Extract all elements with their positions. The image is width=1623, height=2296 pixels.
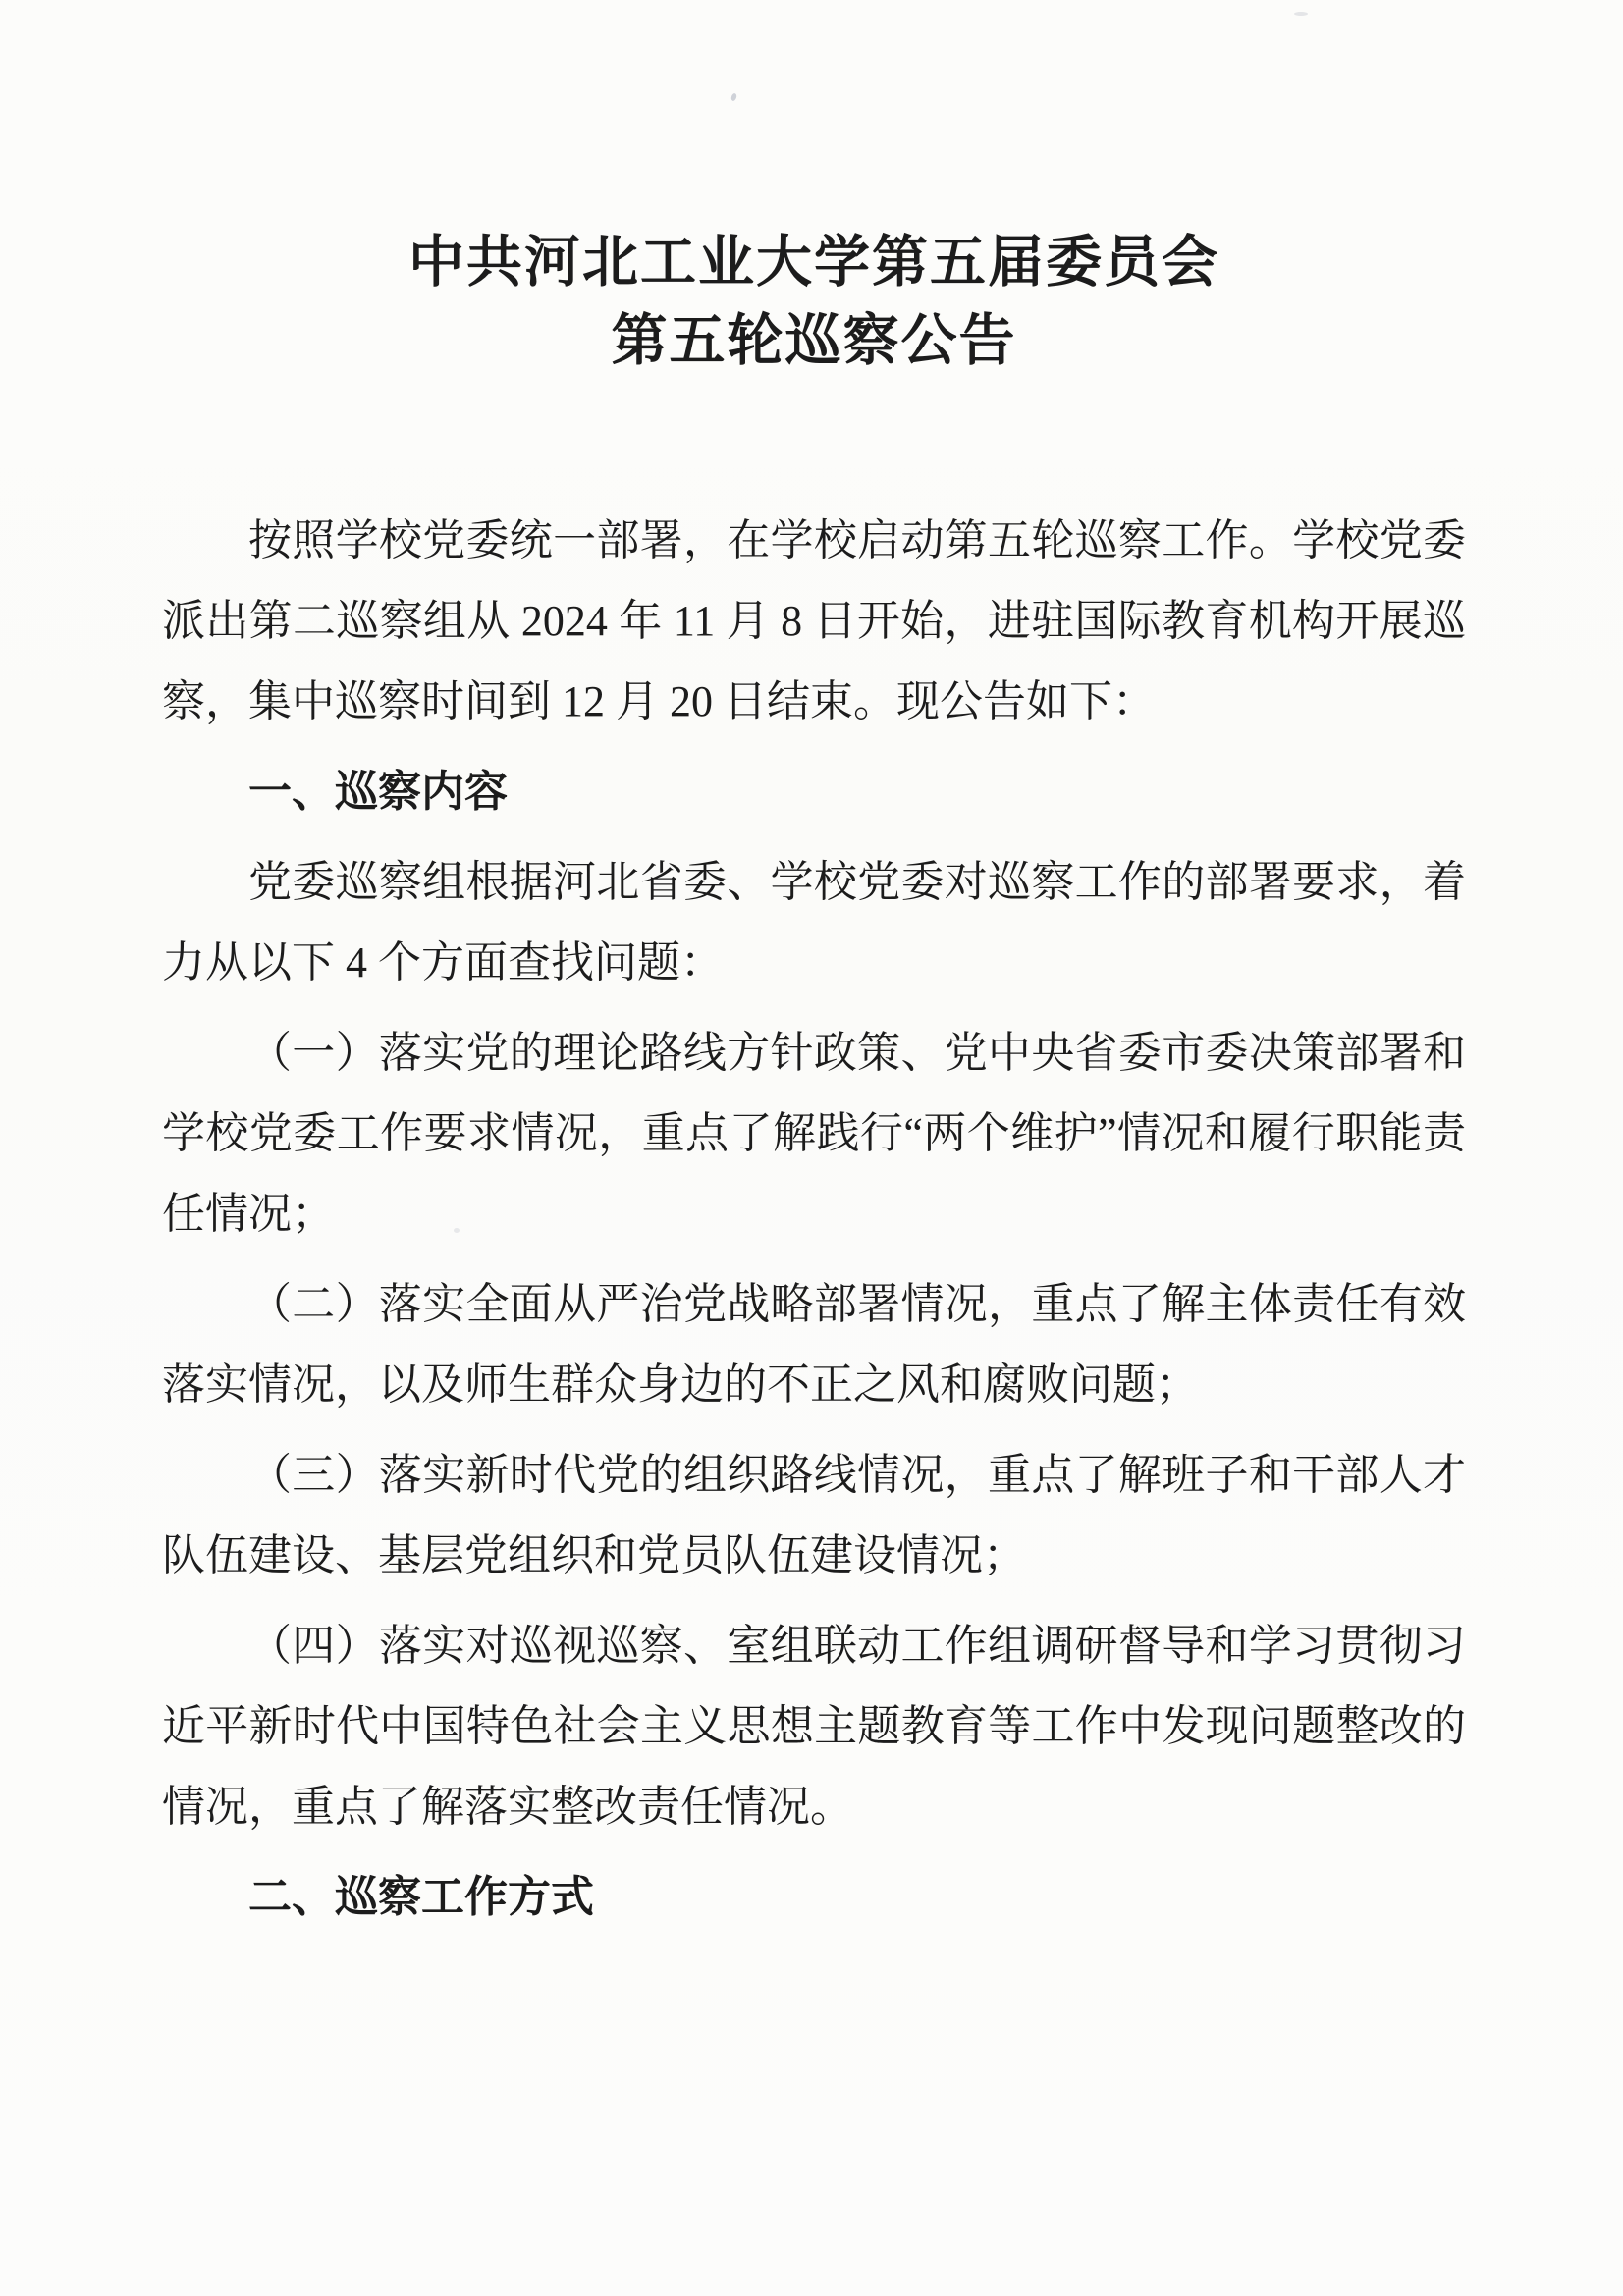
scan-artifact [454, 1228, 460, 1233]
inspection-item-3: （三）落实新时代党的组织路线情况，重点了解班子和干部人才队伍建设、基层党组织和党员队伍建设情况； [162, 1451, 1466, 1579]
section-heading-inspection-method: 二、巡察工作方式 [248, 1873, 594, 1921]
intro-paragraph: 按照学校党委统一部署，在学校启动第五轮巡察工作。学校党委派出第二巡察组从 2024 年 11 月 8 日开始，进驻国际教育机构开展巡察，集中巡察时间到 12 月 20 日结束。现公告如下： [162, 516, 1466, 725]
inspection-item-2: （二）落实全面从严治党战略部署情况，重点了解主体责任有效落实情况，以及师生群众身边的不正之风和腐败问题； [162, 1280, 1466, 1409]
inspection-item-1: （一）落实党的理论路线方针政策、党中央省委市委决策部署和学校党委工作要求情况，重点了解践行“两个维护”情况和履行职能责任情况； [162, 1029, 1466, 1238]
scan-artifact [730, 92, 737, 101]
notice-title-line-1: 中共河北工业大学第五届委员会 [408, 232, 1219, 294]
notice-title [162, 224, 1466, 381]
inspection-scope-paragraph: 党委巡察组根据河北省委、学校党委对巡察工作的部署要求，着力从以下 4 个方面查找问题： [162, 858, 1466, 987]
scan-artifact [1294, 12, 1308, 16]
notice-title-line-2: 第五轮巡察公告 [611, 310, 1017, 372]
inspection-item-4: （四）落实对巡视巡察、室组联动工作组调研督导和学习贯彻习近平新时代中国特色社会主义思想主题教育等工作中发现问题整改的情况，重点了解落实整改责任情况。 [162, 1622, 1466, 1831]
section-heading-inspection-content: 一、巡察内容 [248, 768, 508, 816]
